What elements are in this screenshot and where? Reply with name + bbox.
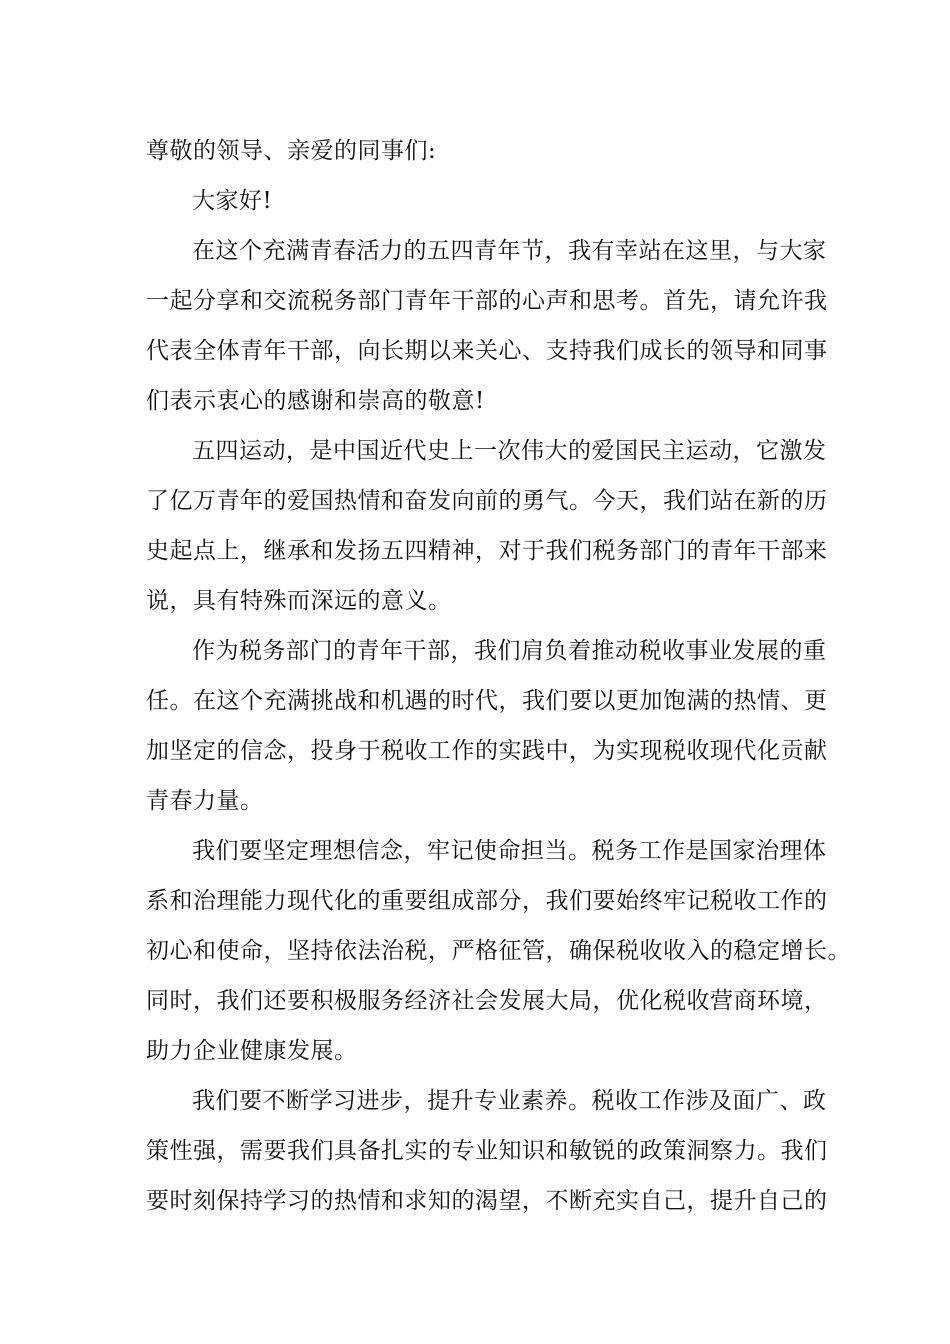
paragraph-4-line-2: 系和治理能力现代化的重要组成部分，我们要始终牢记税收工作的	[146, 888, 828, 914]
paragraph-2-line-2: 了亿万青年的爱国热情和奋发向前的勇气。今天，我们站在新的历	[146, 488, 828, 514]
paragraph-3-line-2: 任。在这个充满挑战和机遇的时代，我们要以更加饱满的热情、更	[146, 688, 828, 714]
paragraph-3-line-3: 加坚定的信念，投身于税收工作的实践中，为实现税收现代化贡献	[146, 738, 828, 764]
paragraph-4-line-4: 同时，我们还要积极服务经济社会发展大局，优化税收营商环境，	[146, 988, 828, 1014]
paragraph-1-line-4: 们表示衷心的感谢和崇高的敬意!	[146, 388, 485, 414]
paragraph-4-line-3: 初心和使命，坚持依法治税，严格征管，确保税收收入的稳定增长。	[146, 938, 851, 964]
salutation: 尊敬的领导、亲爱的同事们:	[146, 138, 437, 164]
paragraph-1-line-2: 一起分享和交流税务部门青年干部的心声和思考。首先，请允许我	[146, 288, 828, 314]
paragraph-5-line-1: 我们要不断学习进步，提升专业素养。税收工作涉及面广、政	[192, 1088, 827, 1114]
paragraph-4-line-5: 助力企业健康发展。	[146, 1038, 358, 1064]
greeting: 大家好!	[192, 188, 273, 214]
paragraph-1-line-1: 在这个充满青春活力的五四青年节，我有幸站在这里，与大家	[192, 238, 827, 264]
paragraph-5-line-2: 策性强，需要我们具备扎实的专业知识和敏锐的政策洞察力。我们	[146, 1138, 828, 1164]
paragraph-2-line-3: 史起点上，继承和发扬五四精神，对于我们税务部门的青年干部来	[146, 538, 828, 564]
paragraph-3-line-4: 青春力量。	[146, 788, 264, 814]
paragraph-5-line-3: 要时刻保持学习的热情和求知的渴望，不断充实自己，提升自己的	[146, 1188, 828, 1214]
paragraph-4-line-1: 我们要坚定理想信念，牢记使命担当。税务工作是国家治理体	[192, 838, 827, 864]
paragraph-2-line-1: 五四运动，是中国近代史上一次伟大的爱国民主运动，它激发	[192, 438, 827, 464]
paragraph-2-line-4: 说，具有特殊而深远的意义。	[146, 588, 452, 614]
paragraph-1-line-3: 代表全体青年干部，向长期以来关心、支持我们成长的领导和同事	[146, 338, 828, 364]
paragraph-3-line-1: 作为税务部门的青年干部，我们肩负着推动税收事业发展的重	[192, 638, 827, 664]
